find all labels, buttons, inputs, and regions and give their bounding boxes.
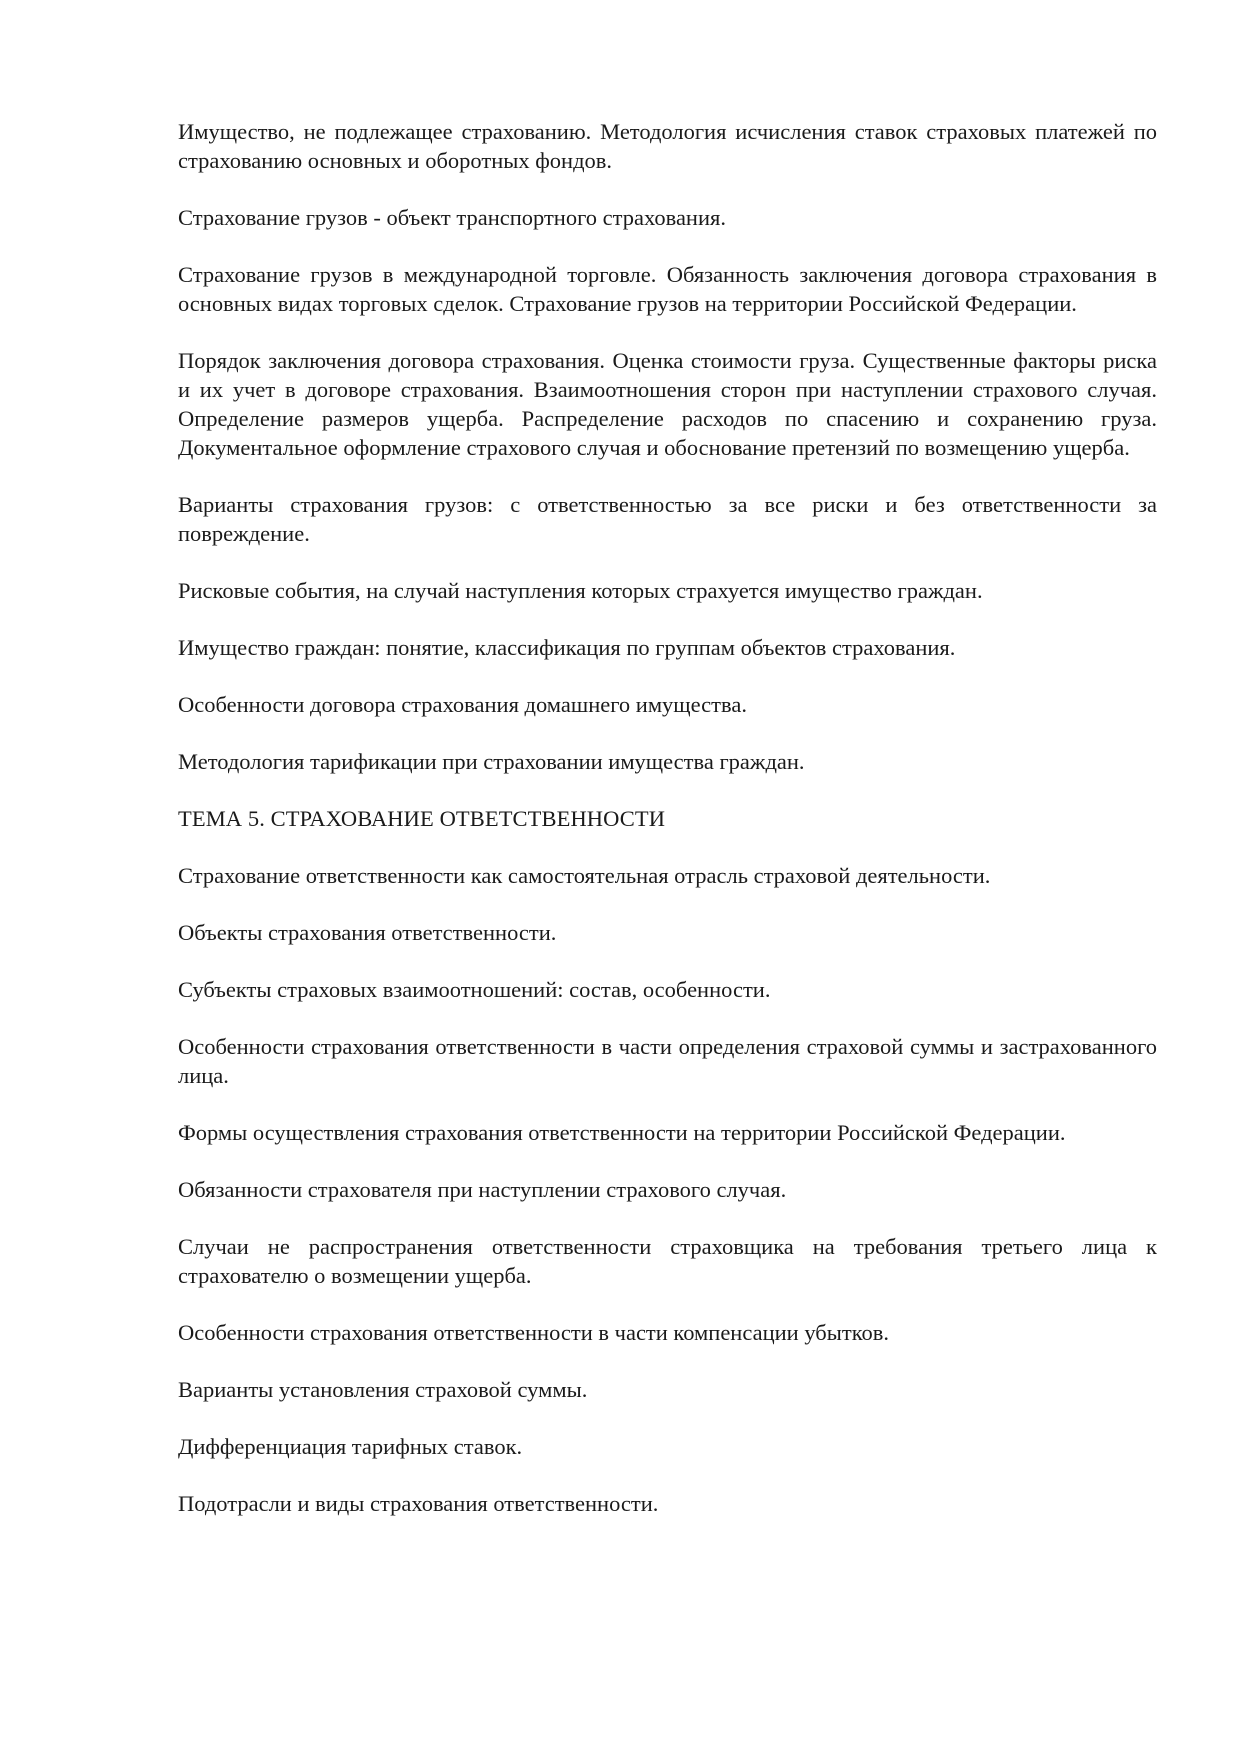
paragraph-cargo-international-trade: Страхование грузов в международной торговле. Обязанность заключения договора страхования в основных видах торговых сделок. Страхование грузов на территории Российской Федерации. — [178, 262, 1157, 316]
paragraph-liability-branch: Страхование ответственности как самостоятельная отрасль страховой деятельности. — [178, 863, 991, 888]
paragraph-cargo-variants: Варианты страхования грузов: с ответственностью за все риски и без ответственности за повреждение. — [178, 492, 1157, 546]
document-page — [178, 117, 1157, 1546]
section-heading-topic-5: ТЕМА 5. СТРАХОВАНИЕ ОТВЕТСТВЕННОСТИ — [178, 806, 666, 831]
paragraph-sum-variants: Варианты установления страховой суммы. — [178, 1377, 588, 1402]
paragraph-uninsurable-property: Имущество, не подлежащее страхованию. Методология исчисления ставок страховых платежей по страхованию основных и оборотных фондов. — [178, 119, 1157, 173]
paragraph-loss-compensation: Особенности страхования ответственности в части компенсации убытков. — [178, 1320, 889, 1345]
paragraph-cargo-insurance-object: Страхование грузов - объект транспортного страхования. — [178, 205, 726, 230]
paragraph-citizens-property: Имущество граждан: понятие, классификация по группам объектов страхования. — [178, 635, 956, 660]
paragraph-risk-events: Рисковые события, на случай наступления которых страхуется имущество граждан. — [178, 578, 983, 603]
paragraph-insurer-duties: Обязанности страхователя при наступлении страхового случая. — [178, 1177, 787, 1202]
paragraph-tariff-methodology: Методология тарификации при страховании имущества граждан. — [178, 749, 805, 774]
paragraph-liability-subbranches: Подотрасли и виды страхования ответственности. — [178, 1491, 659, 1516]
paragraph-contract-procedure: Порядок заключения договора страхования. Оценка стоимости груза. Существенные факторы риска и их учет в договоре страхования. Взаимоотношения сторон при наступлении страхового случая. Определение размеров ущерба. Распределение расходов по спасению и сохранению груза. Документальное оформление страхового случая и обоснование претензий по возмещению ущерба. — [178, 348, 1157, 460]
paragraph-liability-forms: Формы осуществления страхования ответственности на территории Российской Федерации. — [178, 1120, 1066, 1145]
paragraph-liability-objects: Объекты страхования ответственности. — [178, 920, 557, 945]
paragraph-exclusions: Случаи не распространения ответственности страховщика на требования третьего лица к страхователю о возмещении ущерба. — [178, 1234, 1157, 1288]
paragraph-household-contract: Особенности договора страхования домашнего имущества. — [178, 692, 747, 717]
paragraph-subjects: Субъекты страховых взаимоотношений: состав, особенности. — [178, 977, 771, 1002]
paragraph-sum-insured-features: Особенности страхования ответственности в части определения страховой суммы и застрахованного лица. — [178, 1034, 1157, 1088]
paragraph-tariff-differentiation: Дифференциация тарифных ставок. — [178, 1434, 523, 1459]
